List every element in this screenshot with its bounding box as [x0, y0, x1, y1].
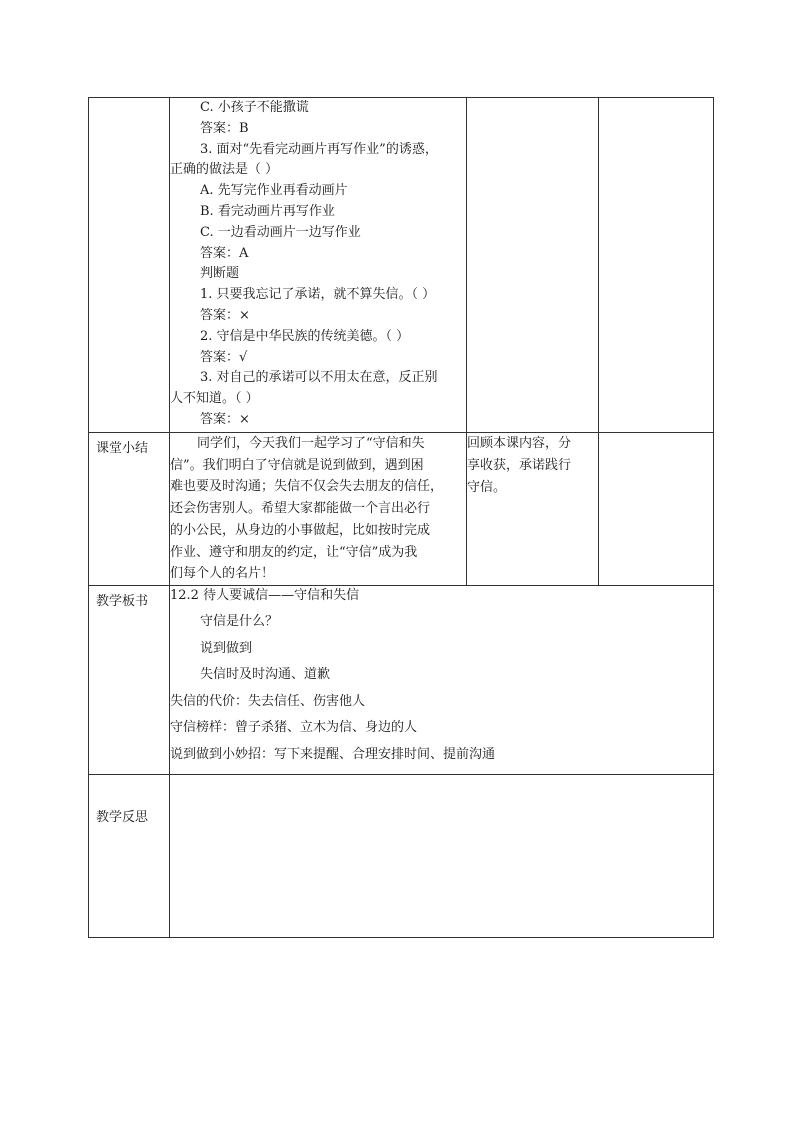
reflection-content-cell — [170, 774, 714, 937]
summary-line: 难也要及时沟通；失信不仅会失去朋友的信任， — [170, 479, 444, 495]
summary-label: 课堂小结 — [96, 441, 149, 456]
answer-line: 答案：√ — [200, 349, 248, 365]
exercise-content-cell — [170, 98, 467, 433]
board-line: 说到做到 — [200, 640, 253, 656]
section-heading: 判断题 — [200, 266, 240, 282]
exercise-label-cell — [89, 98, 170, 433]
option-line: C. 一边看动画片一边写作业 — [200, 224, 361, 240]
answer-line: 答案：× — [200, 411, 250, 427]
summary-label-cell — [89, 433, 170, 586]
summary-activity-cell — [467, 433, 599, 586]
board-title: 12.2 待人要诚信——守信和失信 — [170, 587, 360, 603]
exercise-row — [89, 98, 714, 433]
board-line: 失信时及时沟通、道歉 — [200, 667, 331, 683]
activity-line: 回顾本课内容，分 — [467, 436, 572, 451]
answer-line: 答案：B — [200, 120, 249, 136]
summary-line: 的小公民，从身边的小事做起，比如按时完成 — [170, 522, 431, 538]
question-line: 正确的做法是（ ） — [170, 162, 279, 178]
board-line: 守信榜样：曾子杀猪、立木为信、身边的人 — [170, 720, 418, 736]
summary-row — [89, 433, 714, 586]
summary-line: 还会伤害别人。希望大家都能做一个言出必行 — [170, 501, 431, 517]
question-line: 3. 面对“先看完动画片再写作业”的诱惑， — [200, 141, 438, 157]
board-line: 守信是什么？ — [200, 614, 279, 630]
board-row — [89, 585, 714, 774]
answer-line: 答案：× — [200, 307, 250, 323]
board-content-cell — [170, 585, 714, 774]
option-line: A. 先写完作业再看动画片 — [200, 183, 348, 199]
board-label-cell — [89, 585, 170, 774]
summary-line: 作业、遵守和朋友的约定，让“守信”成为我 — [170, 544, 418, 560]
option-line: C. 小孩子不能撒谎 — [200, 100, 309, 115]
board-label: 教学板书 — [96, 593, 149, 609]
question-line: 3. 对自己的承诺可以不用太在意，反正别 — [200, 370, 438, 386]
option-line: B. 看完动画片再写作业 — [200, 203, 335, 219]
reflection-row — [89, 774, 714, 937]
board-line: 说到做到小妙招：写下来提醒、合理安排时间、提前沟通 — [170, 746, 496, 762]
activity-line: 守信。 — [467, 480, 507, 495]
board-line: 失信的代价：失去信任、伤害他人 — [170, 693, 366, 709]
summary-line: 们每个人的名片！ — [170, 566, 275, 582]
student-activity-cell — [467, 98, 599, 433]
lesson-plan-table — [88, 97, 714, 938]
summary-content-cell — [170, 433, 467, 586]
question-line: 1. 只要我忘记了承诺，就不算失信。（ ） — [200, 287, 436, 303]
summary-line: 同学们，今天我们一起学习了“守信和失 — [197, 436, 425, 451]
design-intent-cell — [599, 98, 714, 433]
reflection-label: 教学反思 — [96, 809, 149, 825]
question-line: 2. 守信是中华民族的传统美德。（ ） — [200, 328, 410, 344]
question-line: 人不知道。（ ） — [170, 391, 259, 407]
summary-line: 信”。我们明白了守信就是说到做到，遇到困 — [170, 457, 424, 473]
reflection-label-cell — [89, 774, 170, 937]
activity-line: 享收获，承诺践行 — [467, 458, 572, 473]
answer-line: 答案：A — [200, 245, 249, 261]
summary-intent-cell — [599, 433, 714, 586]
